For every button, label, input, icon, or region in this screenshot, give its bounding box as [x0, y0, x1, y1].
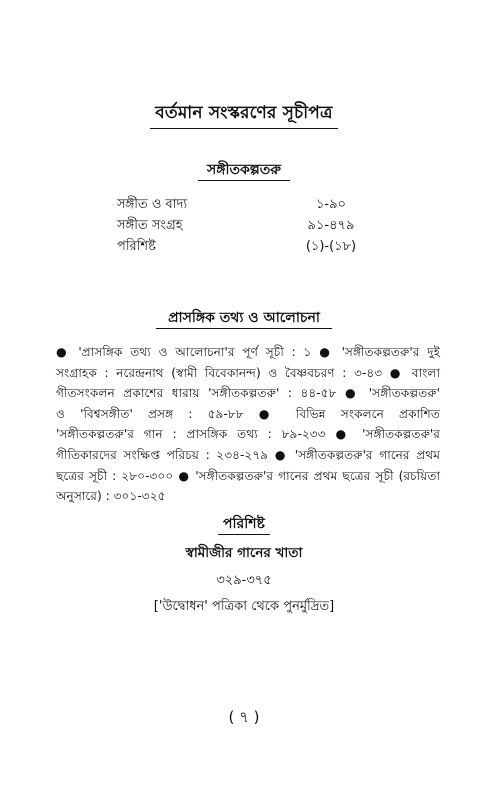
paragraph-line: ছত্রের সূচী : ২৮০-৩০০ ● 'সঙ্গীতকল্পতরু'র গানের প্রথম ছত্রের সূচী (রচয়িতা [56, 468, 440, 483]
section-heading-parishishta: পরিশিষ্ট [223, 516, 265, 532]
toc-label: পরিশিষ্ট [117, 239, 156, 254]
prasangik-paragraph [56, 342, 440, 507]
paragraph-line: ● 'প্রাসঙ্গিক তথ্য ও আলোচনা'র পূর্ণ সূচী : ১ ● 'সঙ্গীতকল্পতরু'র দুই [56, 345, 440, 359]
paragraph-line: গীতসংকলন প্রকাশের ধারায় 'সঙ্গীতকল্পতরু' : ৪৪-৫৮ ● 'সঙ্গীতকল্পতরু' [56, 386, 440, 401]
title-underline [150, 128, 338, 129]
paragraph-line: সংগ্রাহক : নরেন্দ্রনাথ (স্বামী বিবেকানন্দ) ও বৈষ্ণবচরণ : ৩-৪৩ ● বাংলা [56, 365, 440, 380]
toc-pages: ১-৯০ [315, 197, 346, 212]
toc-pages: (১)-(১৮) [305, 239, 357, 254]
toc-row [117, 216, 377, 236]
page-number: ( ৭ ) [228, 708, 260, 726]
section-underline-prasangik [156, 328, 332, 329]
section-underline-parishishta [218, 534, 270, 535]
toc-label: সঙ্গীত সংগ্রহ [117, 218, 183, 233]
khata-pages: ৩২৯-৩৭৫ [216, 573, 272, 588]
paragraph-line: 'সঙ্গীতকল্পতরু'র গান : প্রাসঙ্গিক তথ্য : ৮৯-২৩৩ ● 'সঙ্গীতকল্পতরু'র [56, 427, 440, 442]
paragraph-line: গীতিকারদের সংক্ষিপ্ত পরিচয় : ২৩৪-২৭৯ ● 'সঙ্গীতকল্পতরু'র গানের প্রথম [56, 447, 440, 462]
section-heading-sangit: সঙ্গীতকল্পতরু [206, 162, 282, 178]
section-underline-sangit [198, 180, 290, 181]
toc-row [117, 195, 377, 215]
toc-label: সঙ্গীত ও বাদ্য [117, 197, 188, 212]
khata-title: স্বামীজীর গানের খাতা [185, 545, 303, 561]
toc-row [117, 237, 377, 257]
page-title: বর্তমান সংস্করণের সূচীপত্র [155, 103, 333, 123]
paragraph-line: অনুসারে) : ৩০১-৩২৫ [56, 489, 166, 504]
reprint-note: ['উদ্বোধন' পত্রিকা থেকে পুনর্মুদ্রিত] [153, 599, 335, 614]
paragraph-line: ও 'বিশ্বসঙ্গীত' প্রসঙ্গ : ৫৯-৮৮ ● বিভিন্ন সংকলনে প্রকাশিত [56, 406, 440, 421]
toc-pages: ৯১-৪৭৯ [307, 218, 355, 233]
section-heading-prasangik: প্রাসঙ্গিক তথ্য ও আলোচনা [168, 310, 320, 326]
